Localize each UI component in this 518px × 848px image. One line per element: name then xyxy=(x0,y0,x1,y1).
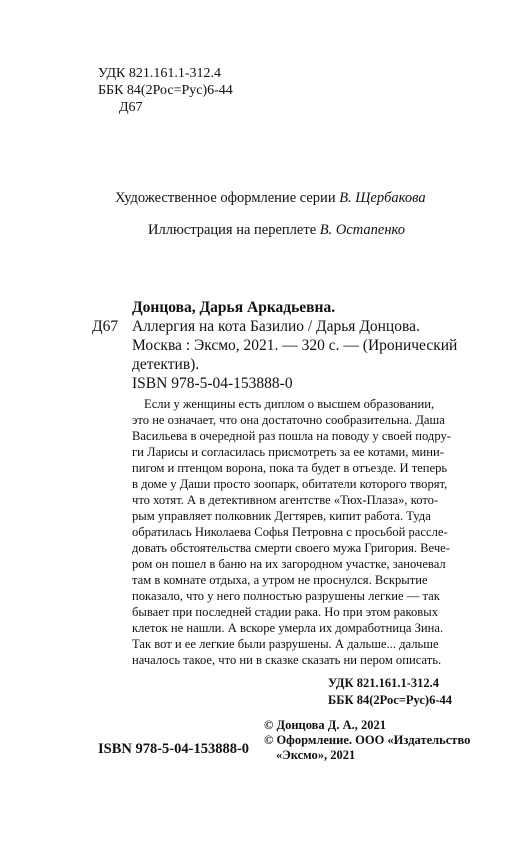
author-sign: Д67 xyxy=(119,100,143,115)
cover-illustration-name: В. Остапенко xyxy=(319,222,406,238)
annotation-line: в доме у Даши просто зоопарк, обитатели которого творят, xyxy=(132,477,448,491)
annotation-line: ги Ларисы и согласилась присмотреть за ее котами, мини- xyxy=(132,445,444,459)
annotation-line: обратилась Николаева Софья Петровна с просьбой рассле- xyxy=(132,525,448,539)
bottom-udk-code: УДК 821.161.1-312.4 xyxy=(328,676,439,690)
record-isbn: ISBN 978-5-04-153888-0 xyxy=(132,375,293,392)
annotation-line: что хотят. А в детективном агентстве «Тюх-Плаза», кото- xyxy=(132,493,439,507)
copyright-author: © Донцова Д. А., 2021 xyxy=(264,718,387,732)
annotation-line: пигом и птенцом ворона, пока та будет в отъезде. И теперь xyxy=(132,461,448,475)
bottom-bbk-code: ББК 84(2Рос=Рус)6-44 xyxy=(328,693,452,707)
annotation-line: Так вот и ее легкие были разрушены. А дальше... дальше xyxy=(132,637,439,651)
copyright-design: © Оформление. ООО «Издательство xyxy=(264,733,471,747)
annotation-line: там в комнате отдыха, а утром не проснулся. Вскрытие xyxy=(132,573,428,587)
cover-illustration-credit xyxy=(148,222,405,239)
footer-isbn: ISBN 978-5-04-153888-0 xyxy=(98,741,250,757)
annotation-line: бывает при последней стадии рака. Но при этом раковых xyxy=(132,605,439,619)
series-design-credit xyxy=(115,190,426,207)
record-series-line: детектив). xyxy=(132,356,200,373)
copyright-design-continued: «Эксмо», 2021 xyxy=(276,748,356,762)
annotation-line: показало, что у него полностью разрушены легкие — так xyxy=(132,589,440,603)
record-publication-line: Москва : Эксмо, 2021. — 320 с. — (Иронический xyxy=(132,337,458,354)
annotation-line: ром он пошел в баню на их загородном участке, заночевал xyxy=(132,557,446,571)
series-design-label: Художественное оформление серии xyxy=(115,190,336,206)
annotation-line: рым управляет полковник Дегтярев, кипит работа. Туда xyxy=(132,509,431,523)
annotation-line: клеток не нашли. А вскоре умерла их домработница Зина. xyxy=(132,621,444,635)
author-heading: Донцова, Дарья Аркадьевна. xyxy=(132,299,336,316)
series-design-name: В. Щербакова xyxy=(339,190,426,206)
bbk-code: ББК 84(2Рос=Рус)6-44 xyxy=(98,83,233,98)
annotation-line: началось такое, что ни в сказке сказать ни пером описать. xyxy=(132,653,442,667)
annotation-line: Если у женщины есть диплом о высшем образовании, xyxy=(144,397,435,411)
cover-illustration-label: Иллюстрация на переплете xyxy=(148,222,317,238)
annotation-line: довать обстоятельства смерти своего мужа Григория. Вече- xyxy=(132,541,450,555)
annotation-line: это не означает, что она достаточно сообразительна. Даша xyxy=(132,413,445,427)
annotation-line: Васильева в очередной раз пошла на поводу у своей подру- xyxy=(132,429,451,443)
record-title-line: Аллергия на кота Базилио / Дарья Донцова. xyxy=(132,318,420,335)
record-sign: Д67 xyxy=(92,318,119,335)
udk-code: УДК 821.161.1-312.4 xyxy=(98,66,222,81)
